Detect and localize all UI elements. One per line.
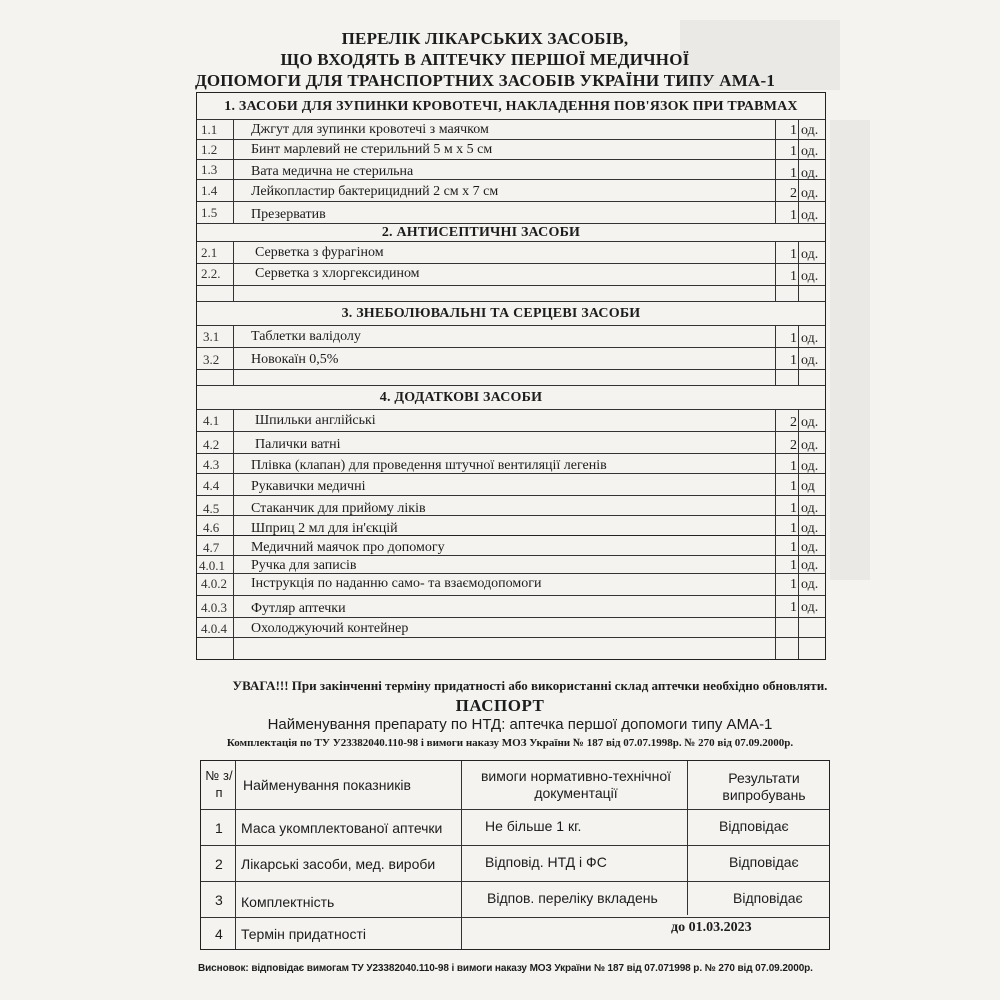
table-row bbox=[197, 515, 825, 535]
table-row-empty bbox=[197, 285, 825, 301]
item-quantity: 1 bbox=[790, 269, 797, 284]
item-number: 1.1 bbox=[201, 122, 218, 137]
table-row bbox=[197, 201, 825, 223]
item-unit: од. bbox=[801, 415, 819, 430]
table-row-empty bbox=[197, 637, 825, 659]
item-number: 1.3 bbox=[201, 162, 218, 177]
item-quantity: 1 bbox=[790, 166, 797, 181]
conclusion: Висновок: відповідає вимогам ТУ У23382040.110-98 і вимоги наказу МОЗ України № 187 від 07.071998 р. № 270 від 07.09.2000р. bbox=[198, 963, 813, 974]
section-title: 4. ДОДАТКОВІ ЗАСОБИ bbox=[379, 390, 543, 405]
item-quantity: 1 bbox=[790, 247, 797, 262]
item-quantity: 1 bbox=[790, 479, 797, 494]
item-unit: од bbox=[801, 479, 815, 494]
table-row bbox=[197, 159, 825, 179]
item-quantity: 1 bbox=[790, 600, 797, 615]
item-name: Таблетки валідолу bbox=[251, 329, 361, 344]
header-requirements: вимоги нормативно-технічної документації bbox=[480, 768, 672, 801]
column-divider bbox=[798, 325, 799, 385]
item-unit: од. bbox=[801, 247, 819, 262]
table-row bbox=[197, 617, 825, 637]
item-name: Інструкція по наданню само- та взаємодопомоги bbox=[251, 576, 542, 591]
item-unit: од. bbox=[801, 331, 819, 346]
item-name: Вата медична не стерильна bbox=[251, 164, 414, 179]
row-name: Термін придатності bbox=[241, 926, 366, 942]
row-num: 1 bbox=[215, 820, 223, 836]
item-number: 4.4 bbox=[203, 478, 220, 493]
table-row bbox=[197, 473, 825, 495]
item-name: Бинт марлевий не стерильний 5 м х 5 см bbox=[251, 142, 493, 157]
title-line-3: ДОПОМОГИ ДЛЯ ТРАНСПОРТНИХ ЗАСОБІВ УКРАЇНИ ТИПУ АМА-1 bbox=[194, 71, 776, 90]
item-number: 3.1 bbox=[203, 329, 220, 344]
table-row bbox=[197, 179, 825, 201]
table-row bbox=[197, 325, 825, 347]
table-row bbox=[197, 139, 825, 159]
item-name: Палички ватні bbox=[255, 437, 341, 452]
item-unit: од. bbox=[801, 353, 819, 368]
row-num: 3 bbox=[215, 892, 223, 908]
item-name: Серветка з фурагіном bbox=[255, 245, 384, 260]
item-quantity: 2 bbox=[790, 186, 797, 201]
item-quantity: 1 bbox=[790, 540, 797, 555]
item-quantity: 1 bbox=[790, 331, 797, 346]
column-divider bbox=[235, 761, 236, 949]
item-quantity: 1 bbox=[790, 459, 797, 474]
section-title: 3. ЗНЕБОЛЮВАЛЬНІ ТА СЕРЦЕВІ ЗАСОБИ bbox=[341, 306, 641, 321]
item-quantity: 1 bbox=[790, 144, 797, 159]
row-num: 4 bbox=[215, 926, 223, 942]
item-quantity: 1 bbox=[790, 558, 797, 573]
table-row bbox=[201, 917, 829, 949]
document-title bbox=[150, 28, 820, 91]
table-row bbox=[197, 453, 825, 473]
item-name: Шприц 2 мл для ін'єкцій bbox=[251, 521, 398, 536]
item-unit: од. bbox=[801, 208, 819, 223]
table-row bbox=[201, 845, 829, 881]
item-number: 1.5 bbox=[201, 205, 218, 220]
item-number: 3.2 bbox=[203, 352, 220, 367]
item-quantity: 1 bbox=[790, 353, 797, 368]
medicine-list-table bbox=[196, 92, 826, 660]
item-unit: од. bbox=[801, 558, 819, 573]
table-row bbox=[201, 881, 829, 917]
item-number: 1.4 bbox=[201, 183, 218, 198]
item-name: Футляр аптечки bbox=[251, 601, 346, 616]
item-unit: од. bbox=[801, 521, 819, 536]
header-name: Найменування показників bbox=[243, 777, 411, 793]
passport-title: ПАСПОРТ bbox=[455, 696, 545, 715]
row-requirement: Відпов. переліку вкладень bbox=[487, 890, 658, 906]
column-divider bbox=[798, 119, 799, 223]
row-name: Маса укомплектованої аптечки bbox=[241, 820, 443, 836]
column-divider bbox=[775, 409, 776, 659]
column-divider bbox=[233, 409, 234, 659]
table-row bbox=[201, 809, 829, 845]
column-divider bbox=[798, 409, 799, 659]
table-row bbox=[197, 535, 825, 555]
item-number: 4.7 bbox=[203, 540, 220, 555]
item-unit: од. bbox=[801, 577, 819, 592]
item-number: 4.3 bbox=[203, 457, 220, 472]
table-row bbox=[197, 495, 825, 515]
item-quantity: 1 bbox=[790, 208, 797, 223]
table-row bbox=[197, 347, 825, 369]
table-row-empty bbox=[197, 369, 825, 385]
row-result: Відповідає bbox=[733, 890, 803, 906]
item-name: Лейкопластир бактерицидний 2 см х 7 см bbox=[251, 184, 499, 199]
row-result: до 01.03.2023 bbox=[671, 920, 752, 935]
bleed-through-right bbox=[830, 120, 870, 580]
header-num: № з/п bbox=[205, 768, 233, 800]
item-number: 4.0.4 bbox=[201, 621, 227, 636]
section-title: 2. АНТИСЕПТИЧНІ ЗАСОБИ bbox=[381, 225, 581, 240]
item-unit: од. bbox=[801, 438, 819, 453]
section-header bbox=[197, 301, 825, 325]
item-quantity: 1 bbox=[790, 501, 797, 516]
column-divider bbox=[687, 761, 688, 915]
column-divider bbox=[775, 325, 776, 385]
column-divider bbox=[798, 241, 799, 301]
item-name: Медичний маячок про допомогу bbox=[251, 540, 445, 555]
section-header bbox=[197, 385, 825, 409]
table-row bbox=[197, 263, 825, 285]
item-number: 4.1 bbox=[203, 413, 220, 428]
item-unit: од. bbox=[801, 144, 819, 159]
item-number: 4.2 bbox=[203, 437, 220, 452]
item-name: Презерватив bbox=[251, 207, 326, 222]
title-line-2: ЩО ВХОДЯТЬ В АПТЕЧКУ ПЕРШОЇ МЕДИЧНОЇ bbox=[280, 50, 690, 69]
column-divider bbox=[233, 241, 234, 301]
table-row bbox=[197, 241, 825, 263]
item-name: Стаканчик для прийому ліків bbox=[251, 501, 426, 516]
row-num: 2 bbox=[215, 856, 223, 872]
row-name: Комплектність bbox=[241, 894, 335, 910]
column-divider bbox=[233, 325, 234, 385]
row-result: Відповідає bbox=[729, 854, 799, 870]
table-row bbox=[197, 595, 825, 617]
item-quantity: 1 bbox=[790, 521, 797, 536]
table-header-row bbox=[201, 761, 829, 809]
item-name: Рукавички медичні bbox=[251, 479, 366, 494]
complect-note: Комплектація по ТУ У23382040.110-98 і вимоги наказу МОЗ України № 187 від 07.07.1998р. № 270 від 07.09.2000р. bbox=[226, 737, 794, 749]
table-row bbox=[197, 555, 825, 573]
item-unit: од. bbox=[801, 269, 819, 284]
warning-notice: УВАГА!!! При закінченні терміну придатності або використанні склад аптечки необхідно обновляти. bbox=[232, 678, 828, 693]
item-name: Плівка (клапан) для проведення штучної вентиляції легенів bbox=[251, 458, 607, 473]
table-row bbox=[197, 573, 825, 595]
section-header bbox=[197, 93, 825, 119]
item-number: 2.2. bbox=[201, 266, 221, 281]
row-result: Відповідає bbox=[719, 818, 789, 834]
header-results: Результати випробувань bbox=[722, 770, 806, 803]
row-requirement: Не більше 1 кг. bbox=[485, 818, 582, 834]
item-unit: од. bbox=[801, 459, 819, 474]
item-number: 1.2 bbox=[201, 142, 218, 157]
item-quantity: 1 bbox=[790, 123, 797, 138]
item-name: Серветка з хлоргексидином bbox=[255, 266, 420, 281]
item-number: 4.5 bbox=[203, 501, 220, 516]
item-number: 4.0.1 bbox=[199, 558, 225, 573]
item-name: Джгут для зупинки кровотечі з маячком bbox=[251, 122, 489, 137]
item-name: Охолоджуючий контейнер bbox=[251, 621, 409, 636]
section-header bbox=[197, 223, 825, 241]
item-unit: од. bbox=[801, 540, 819, 555]
item-unit: од. bbox=[801, 600, 819, 615]
row-name: Лікарські засоби, мед. вироби bbox=[241, 856, 436, 872]
item-name: Ручка для записів bbox=[251, 558, 357, 573]
item-quantity: 2 bbox=[790, 438, 797, 453]
item-number: 4.6 bbox=[203, 520, 220, 535]
passport-table bbox=[200, 760, 830, 950]
table-row bbox=[197, 431, 825, 453]
column-divider bbox=[233, 119, 234, 223]
row-requirement: Відповід. НТД і ФС bbox=[485, 854, 607, 870]
item-unit: од. bbox=[801, 123, 819, 138]
table-row bbox=[197, 119, 825, 139]
product-name: Найменування препарату по НТД: аптечка першої допомоги типу АМА-1 bbox=[267, 716, 773, 733]
item-name: Новокаїн 0,5% bbox=[251, 352, 339, 367]
table-row bbox=[197, 409, 825, 431]
item-quantity: 1 bbox=[790, 577, 797, 592]
item-quantity: 2 bbox=[790, 415, 797, 430]
item-number: 4.0.2 bbox=[201, 576, 227, 591]
item-number: 4.0.3 bbox=[201, 600, 227, 615]
column-divider bbox=[461, 761, 462, 949]
section-title: 1. ЗАСОБИ ДЛЯ ЗУПИНКИ КРОВОТЕЧІ, НАКЛАДЕННЯ ПОВ'ЯЗОК ПРИ ТРАВМАХ bbox=[224, 99, 798, 114]
item-number: 2.1 bbox=[201, 245, 218, 260]
item-unit: од. bbox=[801, 166, 819, 181]
column-divider bbox=[775, 119, 776, 223]
title-line-1: ПЕРЕЛІК ЛІКАРСЬКИХ ЗАСОБІВ, bbox=[341, 29, 629, 48]
item-unit: од. bbox=[801, 501, 819, 516]
column-divider bbox=[775, 241, 776, 301]
item-unit: од. bbox=[801, 186, 819, 201]
item-name: Шпильки англійські bbox=[255, 413, 376, 428]
